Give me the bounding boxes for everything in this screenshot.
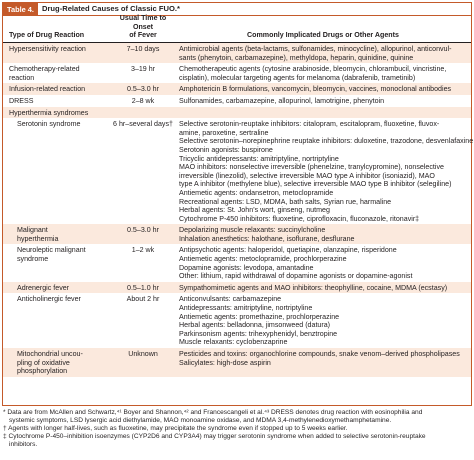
agent-line: Selective serotonin-reuptake inhibitors: citalopram, escitalopram, fluoxetine, fluvox- [179, 120, 440, 129]
column-header-drugs: Commonly Implicated Drugs or Other Agents [247, 31, 399, 40]
agent-line: Depolarizing muscle relaxants: succinylcholine [179, 226, 326, 235]
agent-line: Amphotericin B formulations, vancomycin, bleomycin, vaccines, monoclonal antibodies [179, 85, 452, 94]
agent-line: Sulfonamides, carbamazepine, allopurinol, lamotrigine, phenytoin [179, 96, 385, 105]
table-body [3, 43, 474, 377]
onset-time-cell: 2–8 wk [131, 96, 155, 105]
footnote-line: inhibitors. [9, 440, 38, 448]
table-title-bar [3, 3, 471, 16]
table-row [3, 348, 471, 377]
agent-line: Selective serotonin–norepinephrine reuptake inhibitors: duloxetine, trazodone, desvenlafaxine [179, 137, 474, 146]
reaction-type-cell [3, 226, 113, 243]
footnote-line: † Agents with longer half-lives, such as fluoxetine, may precipitate the syndrome even if stopped up to 5 weeks earlier. [3, 424, 348, 432]
reaction-type-cell: Anticholinergic fever [17, 295, 81, 304]
agent-line: Muscle relaxants: cyclobenzaprine [179, 338, 288, 347]
implicated-agents-cell [173, 295, 471, 347]
agent-line: cisplatin), molecular targeting agents for melanoma (dabrafenib, trametinib) [179, 73, 416, 82]
reaction-type-cell: Hypersensitivity reaction [9, 45, 86, 53]
agent-line: Antipsychotic agents: haloperidol, quetiapine, olanzapine, risperidone [179, 246, 397, 255]
table-row [3, 63, 471, 83]
table-row [3, 224, 471, 244]
agent-line: Parkinsonism agents: trihexyphenidyl, benztropine [179, 329, 338, 338]
table-title: Drug-Related Causes of Classic FUO.* [41, 3, 180, 13]
reaction-type-line: reaction [9, 73, 35, 82]
agent-line: Antidepressants: amitriptyline, nortriptyline [179, 304, 313, 313]
reaction-type-line: Malignant [17, 226, 48, 235]
column-header-time-line1: Usual Time to Onset [119, 14, 167, 31]
column-header-time-line2: of Fever [129, 31, 157, 40]
agent-line: Herbal agents: St. John’s wort, ginseng, nutmeg [179, 206, 330, 215]
reaction-type-cell: DRESS [9, 96, 34, 105]
reaction-type-line: Mitochondrial uncou- [17, 350, 83, 358]
agent-line: Herbal agents: belladonna, jimsonweed (datura) [179, 321, 331, 330]
implicated-agents-cell [173, 45, 471, 62]
onset-time-cell: 3–19 hr [130, 65, 156, 74]
footnotes [3, 409, 471, 449]
reaction-type-cell [3, 246, 113, 280]
agent-line: Chemotherapeutic agents (cytosine arabinoside, bleomycin, chlorambucil, vincristine, [179, 65, 447, 74]
onset-time-cell: 1–2 wk [131, 246, 155, 255]
implicated-agents-cell [173, 97, 471, 106]
agent-line: sants (phenytoin, carbamazepine), methyldopa, heparin, quinidine, quinine [179, 53, 414, 62]
reaction-type-cell: Hyperthermia syndromes [9, 108, 89, 117]
table-frame [2, 2, 472, 406]
reaction-type-cell: Infusion-related reaction [9, 85, 86, 94]
table-row [3, 95, 471, 107]
onset-time-cell: 0.5–3.0 hr [127, 226, 159, 235]
agent-line: MAO inhibitors: nonselective irreversible (phenelzine, tranylcypromine), nonselective [179, 163, 444, 172]
table-row [3, 293, 471, 348]
footnote-line: ‡ Cytochrome P-450–inhibition isoenzymes (CYP2D6 and CYP3A4) may trigger serotonin syndrome when added to selective serotonin-reuptake [3, 432, 426, 440]
agent-line: Antiemetic agents: metoclopramide, prochlorperazine [179, 255, 347, 264]
reaction-type-line: phosphorylation [17, 367, 68, 376]
table-row [3, 43, 471, 63]
agent-line: Anticonvulsants: carbamazepine [179, 295, 282, 304]
agent-line: Salicylates: high-dose aspirin [179, 358, 271, 367]
reaction-type-line: pling of oxidative [17, 358, 70, 367]
agent-line: irreversible (linezolid), selective irreversible MAO type A inhibitor (isoniazid), MAO [179, 171, 435, 180]
table-row [3, 282, 471, 294]
reaction-type-cell: Serotonin syndrome [17, 120, 81, 129]
reaction-type-cell [3, 65, 113, 82]
agent-line: Antiemetic agents: promethazine, prochlorperazine [179, 312, 340, 321]
agent-line: Tricyclic antidepressants: amitriptyline, nortriptyline [179, 154, 339, 163]
onset-time-cell: 0.5–3.0 hr [127, 85, 159, 94]
column-header-type: Type of Drug Reaction [9, 31, 85, 40]
implicated-agents-cell [173, 120, 474, 223]
footnote-line: systemic symptoms, LSD lysergic acid diethylamide, MAO monoamine oxidase, and MDMA 3,4-methylenedioxymethamphetamine. [9, 416, 392, 424]
implicated-agents-cell [173, 85, 471, 94]
table-header [3, 16, 471, 43]
implicated-agents-cell [173, 350, 471, 376]
implicated-agents-cell [173, 246, 471, 280]
agent-line: Pesticides and toxins: organochlorine compounds, snake venom–derived phospholipases [179, 350, 460, 358]
reaction-type-cell [3, 350, 113, 376]
agent-line: Inhalation anesthetics: halothane, isoflurane, desflurane [179, 234, 355, 243]
reaction-type-line: hyperthermia [17, 234, 59, 243]
agent-line: Dopamine agonists: levodopa, amantadine [179, 263, 314, 272]
implicated-agents-cell [173, 226, 471, 243]
reaction-type-line: Neuroleptic malignant [17, 246, 86, 255]
agent-line: Antimicrobial agents (beta-lactams, sulfonamides, minocycline), allopurinol, anticonvul- [179, 45, 452, 53]
reaction-type-line: Chemotherapy-related [9, 65, 80, 74]
table-number: Table 4. [3, 3, 38, 16]
reaction-type-cell: Adrenergic fever [17, 283, 70, 292]
agent-line: Recreational agents: LSD, MDMA, bath salts, Syrian rue, harmaline [179, 197, 392, 206]
agent-line: Serotonin agonists: buspirone [179, 145, 273, 154]
onset-time-cell: Unknown [128, 350, 158, 358]
onset-time-cell: 0.5–1.0 hr [127, 283, 159, 292]
agent-line: amine, paroxetine, sertraline [179, 128, 269, 137]
table-row [3, 244, 471, 281]
agent-line: Sympathomimetic agents and MAO inhibitors: theophylline, cocaine, MDMA (ecstasy) [179, 283, 448, 292]
table-row [3, 118, 474, 224]
agent-line: type A inhibitor (methylene blue), selective irreversible MAO type B inhibitor (selegiline) [179, 180, 452, 189]
onset-time-cell: 7–10 days [126, 45, 160, 53]
implicated-agents-cell [173, 284, 471, 293]
footnote-line: * Data are from McAllen and Schwartz,⁴¹ Boyer and Shannon,⁴² and Francescangeli et al.⁴³ DRESS denotes drug reaction with eosinophilia and [3, 409, 423, 416]
implicated-agents-cell [173, 65, 471, 82]
onset-time-cell: 6 hr–several days† [113, 120, 173, 129]
agent-line: Antiemetic agents: ondansetron, metoclopramide [179, 188, 334, 197]
column-header-time [113, 14, 173, 40]
table-row [3, 83, 471, 95]
agent-line: Other: lithium, rapid withdrawal of dopamine agonists or dopamine-agonist [179, 272, 413, 281]
table-row [3, 107, 471, 119]
onset-time-cell: About 2 hr [126, 295, 160, 304]
agent-line: Cytochrome P-450 inhibitors: fluoxetine, ciprofloxacin, fluconazole, ritonavir‡ [179, 214, 420, 223]
reaction-type-line: syndrome [17, 255, 49, 264]
